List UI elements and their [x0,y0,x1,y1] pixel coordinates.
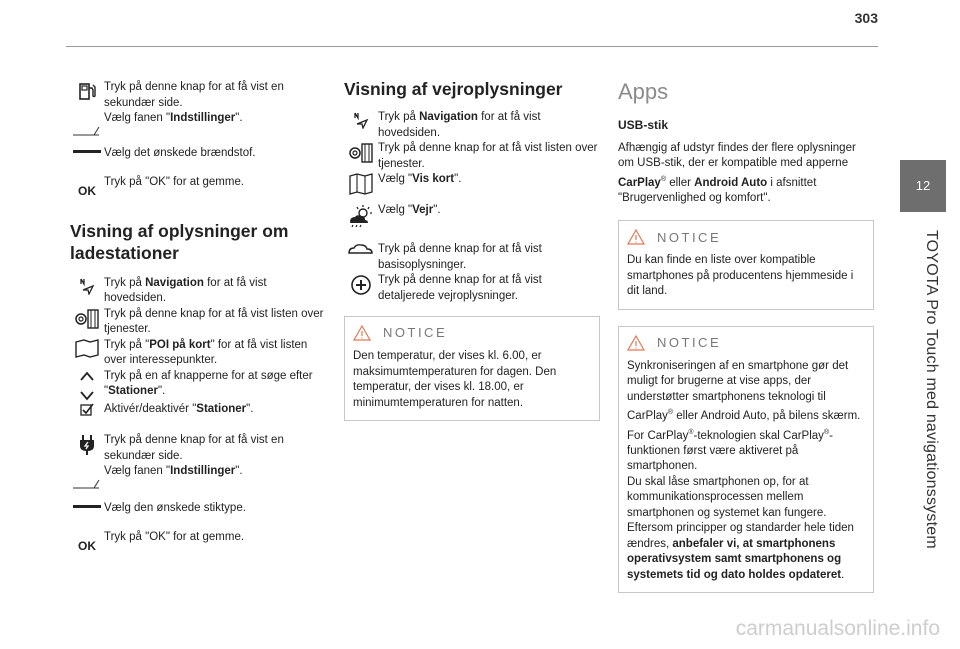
selection-bar-icon-2 [70,501,104,512]
notice-title: NOTICE [383,325,448,341]
notice-box-sync [618,326,874,594]
notice-text: Den temperatur, der vises kl. 6.00, er maksimumtemperaturen for dagen. Den temperatur, der vises kl. 18.00, er minimumtemperaturen for natten. [353,350,557,409]
instruction-text: Tryk på denne knap for at få vist en sekundær side. Vælg fanen "Indstillinger". [104,81,284,124]
services-gear-icon-2 [344,141,378,164]
instruction-basic-info: Tryk på denne knap for at få vist basisoplysninger. [344,242,600,273]
instruction-services-weather: Tryk på denne knap for at få vist listen over tjenester. [344,141,600,172]
usb-paragraph: Afhængig af udstyr findes der flere oplysninger om USB-stik, der er kompatible med apperne CarPlay® eller Android Auto i afsnittet "Brugervenlighed og komfort". [618,141,856,204]
column-charging-stations [70,80,325,555]
warning-triangle-icon [627,229,645,245]
notice-box-compatible [618,220,874,310]
chapter-tab: 12 [900,160,946,212]
selection-bar-icon [70,146,104,157]
charging-plug-icon [70,433,104,456]
section-heading-apps: Apps [618,79,669,104]
instruction-settings [70,80,325,127]
notice-box-weather [344,316,600,421]
settings-tab-icon-2 [70,478,104,489]
instruction-plug-settings: Tryk på denne knap for at få vist en sekundær side. Vælg fanen "Indstillinger". [70,433,325,480]
chapter-title: TOYOTA Pro Touch med navigationssystem [923,230,940,549]
instruction-weather: Vælg "Vejr". [344,203,600,228]
checkbox-icon [70,402,104,417]
usb-subheading: USB-stik [618,118,669,132]
poi-map-icon [70,338,104,359]
chevron-up-down-icon [70,369,104,402]
ok-button-icon-2: OK [78,539,96,553]
watermark: carmanualsonline.info [735,617,940,640]
instruction-services: Tryk på denne knap for at få vist listen over tjenester. [70,307,325,338]
top-divider [66,46,878,47]
instruction-poi: Tryk på "POI på kort" for at få vist listen over interessepunkter. [70,338,325,369]
instruction-search: Tryk på en af knapperne for at søge efter "Stationer". [70,369,325,402]
notice-title: NOTICE [657,335,722,351]
ok-button-icon: OK [78,184,96,198]
instruction-detailed-info: Tryk på denne knap for at få vist detaljerede vejroplysninger. [344,273,600,304]
instruction-navigation: Tryk på Navigation for at få vist hovedsiden. [70,276,325,307]
instruction-socket: Vælg den ønskede stiktype. [70,501,325,517]
warning-triangle-icon [353,325,371,341]
instruction-navigation-weather: Tryk på Navigation for at få vist hovedsiden. [344,110,600,141]
services-gear-icon [70,307,104,330]
navigation-arrow-icon-2 [344,110,378,129]
weather-sun-cloud-icon [344,203,378,228]
column-weather [344,78,600,421]
section-heading-charging: Visning af oplysninger om ladestationer [70,220,289,263]
fuel-pump-icon [70,80,104,101]
notice-text: Synkroniseringen af en smartphone gør det muligt for brugerne at vise apps, der understøtter smartphonens teknologi til CarPlay® eller Android Auto, på bilens skærm. For CarPlay®-teknologien skal CarPlay®-funktionen først være aktiveret på smartphonen. Du skal låse smartphonen op, for at kommunikationsprocessen mellem smartphonen og systemet kan fungere. Eftersom principper og standarder hele tiden ændres, anbefaler vi, at smartphonens operativsystem samt smartphonens og systemets tid og dato holdes opdateret. [627,359,861,581]
instruction-ok-2: OK Tryk på "OK" for at gemme. [70,530,325,555]
map-icon [344,172,378,195]
page-number: 303 [854,10,878,26]
warning-triangle-icon [627,335,645,351]
plus-circle-icon [344,273,378,296]
notice-text: Du kan finde en liste over kompatible smartphones på producentens hjemmeside i dit land. [627,254,854,298]
instruction-show-map: Vælg "Vis kort". [344,172,600,195]
navigation-arrow-icon [70,276,104,295]
instruction-fuel: Vælg det ønskede brændstof. [70,146,325,162]
cloud-icon [344,242,378,255]
notice-title: NOTICE [657,229,722,245]
settings-tab-icon [70,125,104,136]
section-heading-weather: Visning af vejroplysninger [344,79,563,99]
instruction-toggle: Aktivér/deaktivér "Stationer". [70,402,325,418]
column-apps [618,78,874,593]
instruction-ok: OK Tryk på "OK" for at gemme. [70,175,325,200]
